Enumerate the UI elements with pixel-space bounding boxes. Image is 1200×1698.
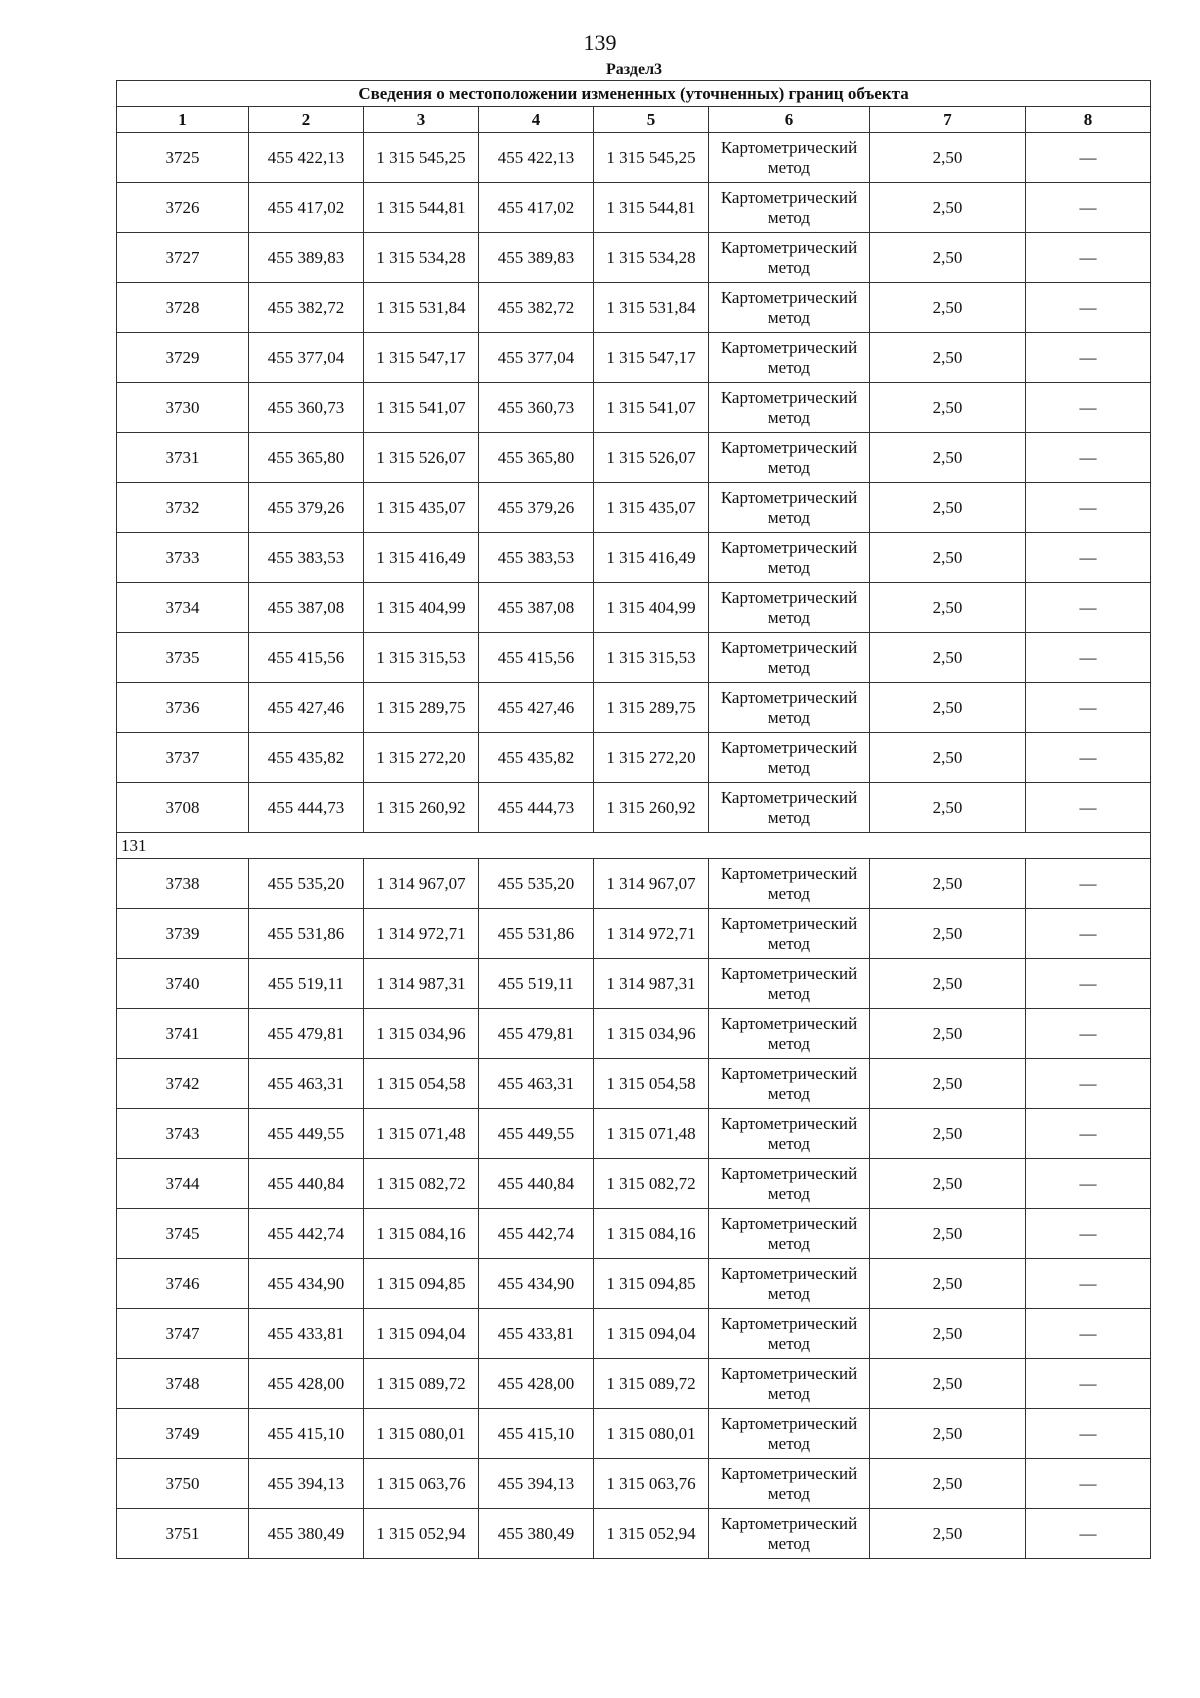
cell-accuracy: 2,50 xyxy=(870,1309,1026,1359)
cell-description: — xyxy=(1026,333,1151,383)
cell-y-existing: 1 315 547,17 xyxy=(364,333,479,383)
cell-point-number: 3731 xyxy=(117,433,249,483)
cell-method: Картометрический метод xyxy=(709,1359,870,1409)
cell-x-existing: 455 379,26 xyxy=(249,483,364,533)
cell-x-new: 455 360,73 xyxy=(479,383,594,433)
cell-y-new: 1 315 545,25 xyxy=(594,133,709,183)
cell-y-new: 1 315 034,96 xyxy=(594,1009,709,1059)
cell-accuracy: 2,50 xyxy=(870,859,1026,909)
cell-x-new: 455 394,13 xyxy=(479,1459,594,1509)
table-title: Сведения о местоположении измененных (уточненных) границ объекта xyxy=(117,81,1151,107)
table-row xyxy=(117,1059,1151,1109)
cell-x-new: 455 389,83 xyxy=(479,233,594,283)
table-row xyxy=(117,533,1151,583)
table-row xyxy=(117,909,1151,959)
cell-method: Картометрический метод xyxy=(709,433,870,483)
table-row xyxy=(117,1009,1151,1059)
cell-y-new: 1 315 541,07 xyxy=(594,383,709,433)
cell-y-existing: 1 315 082,72 xyxy=(364,1159,479,1209)
cell-y-existing: 1 315 289,75 xyxy=(364,683,479,733)
cell-point-number: 3744 xyxy=(117,1159,249,1209)
cell-x-existing: 455 389,83 xyxy=(249,233,364,283)
cell-description: — xyxy=(1026,233,1151,283)
contour-label-row xyxy=(117,833,1151,859)
cell-point-number: 3740 xyxy=(117,959,249,1009)
boundary-table xyxy=(116,80,1151,1559)
table-row xyxy=(117,1359,1151,1409)
cell-x-existing: 455 360,73 xyxy=(249,383,364,433)
cell-description: — xyxy=(1026,683,1151,733)
cell-description: — xyxy=(1026,1259,1151,1309)
cell-y-new: 1 315 289,75 xyxy=(594,683,709,733)
cell-x-existing: 455 383,53 xyxy=(249,533,364,583)
cell-method: Картометрический метод xyxy=(709,383,870,433)
cell-accuracy: 2,50 xyxy=(870,233,1026,283)
table-row xyxy=(117,483,1151,533)
cell-description: — xyxy=(1026,1109,1151,1159)
page-number: 139 xyxy=(583,30,617,55)
cell-method: Картометрический метод xyxy=(709,959,870,1009)
cell-x-existing: 455 519,11 xyxy=(249,959,364,1009)
cell-accuracy: 2,50 xyxy=(870,1259,1026,1309)
cell-description: — xyxy=(1026,1459,1151,1509)
cell-point-number: 3743 xyxy=(117,1109,249,1159)
cell-x-existing: 455 428,00 xyxy=(249,1359,364,1409)
table-row xyxy=(117,1309,1151,1359)
cell-method: Картометрический метод xyxy=(709,1209,870,1259)
cell-y-new: 1 315 272,20 xyxy=(594,733,709,783)
cell-point-number: 3742 xyxy=(117,1059,249,1109)
cell-x-existing: 455 387,08 xyxy=(249,583,364,633)
cell-accuracy: 2,50 xyxy=(870,1409,1026,1459)
cell-x-existing: 455 377,04 xyxy=(249,333,364,383)
cell-x-existing: 455 422,13 xyxy=(249,133,364,183)
cell-accuracy: 2,50 xyxy=(870,1359,1026,1409)
cell-y-existing: 1 315 071,48 xyxy=(364,1109,479,1159)
cell-accuracy: 2,50 xyxy=(870,183,1026,233)
cell-description: — xyxy=(1026,733,1151,783)
cell-y-existing: 1 314 987,31 xyxy=(364,959,479,1009)
cell-y-new: 1 315 082,72 xyxy=(594,1159,709,1209)
cell-accuracy: 2,50 xyxy=(870,633,1026,683)
cell-description: — xyxy=(1026,433,1151,483)
cell-y-existing: 1 315 260,92 xyxy=(364,783,479,833)
cell-accuracy: 2,50 xyxy=(870,333,1026,383)
cell-y-new: 1 315 063,76 xyxy=(594,1459,709,1509)
cell-y-new: 1 314 987,31 xyxy=(594,959,709,1009)
cell-point-number: 3750 xyxy=(117,1459,249,1509)
cell-description: — xyxy=(1026,283,1151,333)
cell-y-existing: 1 315 084,16 xyxy=(364,1209,479,1259)
cell-y-existing: 1 314 967,07 xyxy=(364,859,479,909)
cell-accuracy: 2,50 xyxy=(870,783,1026,833)
cell-x-existing: 455 394,13 xyxy=(249,1459,364,1509)
column-header-5: 5 xyxy=(594,107,709,133)
cell-y-existing: 1 315 545,25 xyxy=(364,133,479,183)
cell-x-existing: 455 444,73 xyxy=(249,783,364,833)
cell-point-number: 3725 xyxy=(117,133,249,183)
cell-y-new: 1 315 435,07 xyxy=(594,483,709,533)
cell-accuracy: 2,50 xyxy=(870,1059,1026,1109)
cell-x-existing: 455 479,81 xyxy=(249,1009,364,1059)
cell-description: — xyxy=(1026,583,1151,633)
cell-description: — xyxy=(1026,1359,1151,1409)
column-number-row xyxy=(117,107,1151,133)
cell-accuracy: 2,50 xyxy=(870,909,1026,959)
cell-description: — xyxy=(1026,483,1151,533)
cell-description: — xyxy=(1026,1159,1151,1209)
cell-x-new: 455 535,20 xyxy=(479,859,594,909)
table-row xyxy=(117,1509,1151,1559)
cell-y-existing: 1 315 063,76 xyxy=(364,1459,479,1509)
cell-point-number: 3733 xyxy=(117,533,249,583)
cell-y-existing: 1 314 972,71 xyxy=(364,909,479,959)
cell-y-new: 1 315 054,58 xyxy=(594,1059,709,1109)
cell-x-new: 455 380,49 xyxy=(479,1509,594,1559)
cell-accuracy: 2,50 xyxy=(870,283,1026,333)
table-row xyxy=(117,1459,1151,1509)
cell-point-number: 3708 xyxy=(117,783,249,833)
cell-y-existing: 1 315 541,07 xyxy=(364,383,479,433)
cell-description: — xyxy=(1026,633,1151,683)
cell-point-number: 3727 xyxy=(117,233,249,283)
cell-x-new: 455 442,74 xyxy=(479,1209,594,1259)
cell-x-new: 455 435,82 xyxy=(479,733,594,783)
table-row xyxy=(117,959,1151,1009)
table-body xyxy=(117,81,1151,1559)
cell-y-existing: 1 315 052,94 xyxy=(364,1509,479,1559)
cell-description: — xyxy=(1026,1409,1151,1459)
cell-x-new: 455 415,10 xyxy=(479,1409,594,1459)
table-row xyxy=(117,733,1151,783)
cell-y-existing: 1 315 526,07 xyxy=(364,433,479,483)
cell-method: Картометрический метод xyxy=(709,233,870,283)
table-row xyxy=(117,783,1151,833)
cell-y-new: 1 315 547,17 xyxy=(594,333,709,383)
cell-point-number: 3747 xyxy=(117,1309,249,1359)
cell-y-new: 1 315 089,72 xyxy=(594,1359,709,1409)
cell-x-existing: 455 433,81 xyxy=(249,1309,364,1359)
cell-x-new: 455 428,00 xyxy=(479,1359,594,1409)
cell-y-existing: 1 315 094,85 xyxy=(364,1259,479,1309)
cell-point-number: 3737 xyxy=(117,733,249,783)
cell-method: Картометрический метод xyxy=(709,1009,870,1059)
cell-y-new: 1 315 094,85 xyxy=(594,1259,709,1309)
table-row xyxy=(117,583,1151,633)
cell-y-existing: 1 315 272,20 xyxy=(364,733,479,783)
table-row xyxy=(117,333,1151,383)
cell-description: — xyxy=(1026,1309,1151,1359)
cell-y-existing: 1 315 404,99 xyxy=(364,583,479,633)
cell-y-new: 1 315 080,01 xyxy=(594,1409,709,1459)
cell-method: Картометрический метод xyxy=(709,733,870,783)
cell-accuracy: 2,50 xyxy=(870,1009,1026,1059)
cell-x-existing: 455 531,86 xyxy=(249,909,364,959)
cell-method: Картометрический метод xyxy=(709,1059,870,1109)
table-row xyxy=(117,1259,1151,1309)
cell-y-existing: 1 315 544,81 xyxy=(364,183,479,233)
table-row xyxy=(117,1159,1151,1209)
cell-accuracy: 2,50 xyxy=(870,583,1026,633)
cell-point-number: 3730 xyxy=(117,383,249,433)
cell-method: Картометрический метод xyxy=(709,1509,870,1559)
cell-y-new: 1 315 315,53 xyxy=(594,633,709,683)
table-caption-row xyxy=(117,81,1151,107)
cell-x-new: 455 387,08 xyxy=(479,583,594,633)
cell-x-existing: 455 417,02 xyxy=(249,183,364,233)
cell-y-new: 1 315 094,04 xyxy=(594,1309,709,1359)
column-header-8: 8 xyxy=(1026,107,1151,133)
cell-method: Картометрический метод xyxy=(709,633,870,683)
cell-accuracy: 2,50 xyxy=(870,959,1026,1009)
cell-method: Картометрический метод xyxy=(709,909,870,959)
cell-x-new: 455 377,04 xyxy=(479,333,594,383)
table-row xyxy=(117,1209,1151,1259)
column-header-4: 4 xyxy=(479,107,594,133)
cell-y-existing: 1 315 094,04 xyxy=(364,1309,479,1359)
cell-description: — xyxy=(1026,383,1151,433)
cell-y-existing: 1 315 416,49 xyxy=(364,533,479,583)
cell-point-number: 3738 xyxy=(117,859,249,909)
cell-accuracy: 2,50 xyxy=(870,1509,1026,1559)
table-row xyxy=(117,183,1151,233)
cell-description: — xyxy=(1026,959,1151,1009)
cell-method: Картометрический метод xyxy=(709,483,870,533)
column-header-1: 1 xyxy=(117,107,249,133)
cell-description: — xyxy=(1026,909,1151,959)
cell-x-new: 455 531,86 xyxy=(479,909,594,959)
cell-x-existing: 455 427,46 xyxy=(249,683,364,733)
cell-method: Картометрический метод xyxy=(709,859,870,909)
cell-x-new: 455 463,31 xyxy=(479,1059,594,1109)
cell-point-number: 3741 xyxy=(117,1009,249,1059)
cell-point-number: 3751 xyxy=(117,1509,249,1559)
cell-description: — xyxy=(1026,133,1151,183)
cell-x-new: 455 444,73 xyxy=(479,783,594,833)
cell-accuracy: 2,50 xyxy=(870,1209,1026,1259)
cell-y-new: 1 315 052,94 xyxy=(594,1509,709,1559)
cell-description: — xyxy=(1026,183,1151,233)
cell-x-existing: 455 365,80 xyxy=(249,433,364,483)
table-row xyxy=(117,1409,1151,1459)
column-header-7: 7 xyxy=(870,107,1026,133)
cell-x-new: 455 383,53 xyxy=(479,533,594,583)
table-row xyxy=(117,133,1151,183)
table-row xyxy=(117,433,1151,483)
cell-x-existing: 455 415,56 xyxy=(249,633,364,683)
cell-x-new: 455 422,13 xyxy=(479,133,594,183)
cell-x-new: 455 433,81 xyxy=(479,1309,594,1359)
cell-y-new: 1 315 544,81 xyxy=(594,183,709,233)
cell-y-existing: 1 315 315,53 xyxy=(364,633,479,683)
cell-x-new: 455 417,02 xyxy=(479,183,594,233)
cell-y-new: 1 315 526,07 xyxy=(594,433,709,483)
cell-point-number: 3746 xyxy=(117,1259,249,1309)
cell-description: — xyxy=(1026,1009,1151,1059)
cell-x-existing: 455 463,31 xyxy=(249,1059,364,1109)
cell-method: Картометрический метод xyxy=(709,783,870,833)
column-header-3: 3 xyxy=(364,107,479,133)
cell-point-number: 3734 xyxy=(117,583,249,633)
cell-y-existing: 1 315 080,01 xyxy=(364,1409,479,1459)
cell-y-new: 1 314 967,07 xyxy=(594,859,709,909)
contour-label: 131 xyxy=(117,833,1151,859)
cell-x-new: 455 434,90 xyxy=(479,1259,594,1309)
column-header-6: 6 xyxy=(709,107,870,133)
cell-description: — xyxy=(1026,783,1151,833)
cell-y-existing: 1 315 534,28 xyxy=(364,233,479,283)
table-row xyxy=(117,283,1151,333)
cell-accuracy: 2,50 xyxy=(870,1459,1026,1509)
table-row xyxy=(117,1109,1151,1159)
cell-method: Картометрический метод xyxy=(709,183,870,233)
cell-description: — xyxy=(1026,859,1151,909)
cell-x-existing: 455 440,84 xyxy=(249,1159,364,1209)
cell-x-new: 455 449,55 xyxy=(479,1109,594,1159)
cell-method: Картометрический метод xyxy=(709,1259,870,1309)
cell-accuracy: 2,50 xyxy=(870,383,1026,433)
cell-y-new: 1 315 071,48 xyxy=(594,1109,709,1159)
cell-x-new: 455 379,26 xyxy=(479,483,594,533)
cell-description: — xyxy=(1026,1059,1151,1109)
cell-method: Картометрический метод xyxy=(709,283,870,333)
cell-x-new: 455 427,46 xyxy=(479,683,594,733)
cell-y-new: 1 315 531,84 xyxy=(594,283,709,333)
cell-description: — xyxy=(1026,1209,1151,1259)
cell-x-new: 455 440,84 xyxy=(479,1159,594,1209)
cell-point-number: 3748 xyxy=(117,1359,249,1409)
cell-x-existing: 455 535,20 xyxy=(249,859,364,909)
cell-x-existing: 455 435,82 xyxy=(249,733,364,783)
cell-method: Картометрический метод xyxy=(709,333,870,383)
cell-method: Картометрический метод xyxy=(709,1459,870,1509)
cell-x-existing: 455 382,72 xyxy=(249,283,364,333)
cell-x-new: 455 479,81 xyxy=(479,1009,594,1059)
cell-method: Картометрический метод xyxy=(709,1309,870,1359)
cell-point-number: 3739 xyxy=(117,909,249,959)
cell-method: Картометрический метод xyxy=(709,533,870,583)
cell-method: Картометрический метод xyxy=(709,1409,870,1459)
cell-y-new: 1 315 404,99 xyxy=(594,583,709,633)
cell-description: — xyxy=(1026,533,1151,583)
cell-accuracy: 2,50 xyxy=(870,1109,1026,1159)
cell-accuracy: 2,50 xyxy=(870,683,1026,733)
cell-accuracy: 2,50 xyxy=(870,483,1026,533)
cell-accuracy: 2,50 xyxy=(870,1159,1026,1209)
cell-point-number: 3729 xyxy=(117,333,249,383)
cell-x-new: 455 365,80 xyxy=(479,433,594,483)
table-row xyxy=(117,633,1151,683)
section-title: Раздел3 xyxy=(605,61,663,78)
cell-y-existing: 1 315 435,07 xyxy=(364,483,479,533)
column-header-2: 2 xyxy=(249,107,364,133)
cell-y-existing: 1 315 089,72 xyxy=(364,1359,479,1409)
cell-y-new: 1 315 534,28 xyxy=(594,233,709,283)
cell-point-number: 3728 xyxy=(117,283,249,333)
cell-point-number: 3735 xyxy=(117,633,249,683)
cell-x-existing: 455 449,55 xyxy=(249,1109,364,1159)
cell-y-existing: 1 315 054,58 xyxy=(364,1059,479,1109)
cell-y-new: 1 315 084,16 xyxy=(594,1209,709,1259)
cell-method: Картометрический метод xyxy=(709,683,870,733)
cell-accuracy: 2,50 xyxy=(870,733,1026,783)
cell-y-new: 1 315 416,49 xyxy=(594,533,709,583)
cell-accuracy: 2,50 xyxy=(870,433,1026,483)
cell-y-new: 1 315 260,92 xyxy=(594,783,709,833)
cell-x-existing: 455 415,10 xyxy=(249,1409,364,1459)
cell-x-existing: 455 380,49 xyxy=(249,1509,364,1559)
cell-point-number: 3745 xyxy=(117,1209,249,1259)
cell-x-new: 455 519,11 xyxy=(479,959,594,1009)
table-row xyxy=(117,233,1151,283)
cell-point-number: 3732 xyxy=(117,483,249,533)
cell-method: Картометрический метод xyxy=(709,1159,870,1209)
cell-x-new: 455 415,56 xyxy=(479,633,594,683)
cell-y-existing: 1 315 034,96 xyxy=(364,1009,479,1059)
table-row xyxy=(117,859,1151,909)
cell-y-new: 1 314 972,71 xyxy=(594,909,709,959)
table-row xyxy=(117,383,1151,433)
cell-method: Картометрический метод xyxy=(709,1109,870,1159)
cell-x-existing: 455 442,74 xyxy=(249,1209,364,1259)
cell-method: Картометрический метод xyxy=(709,133,870,183)
cell-point-number: 3726 xyxy=(117,183,249,233)
cell-x-new: 455 382,72 xyxy=(479,283,594,333)
cell-method: Картометрический метод xyxy=(709,583,870,633)
cell-y-existing: 1 315 531,84 xyxy=(364,283,479,333)
cell-accuracy: 2,50 xyxy=(870,133,1026,183)
table-row xyxy=(117,683,1151,733)
cell-x-existing: 455 434,90 xyxy=(249,1259,364,1309)
cell-point-number: 3736 xyxy=(117,683,249,733)
cell-point-number: 3749 xyxy=(117,1409,249,1459)
cell-description: — xyxy=(1026,1509,1151,1559)
cell-accuracy: 2,50 xyxy=(870,533,1026,583)
